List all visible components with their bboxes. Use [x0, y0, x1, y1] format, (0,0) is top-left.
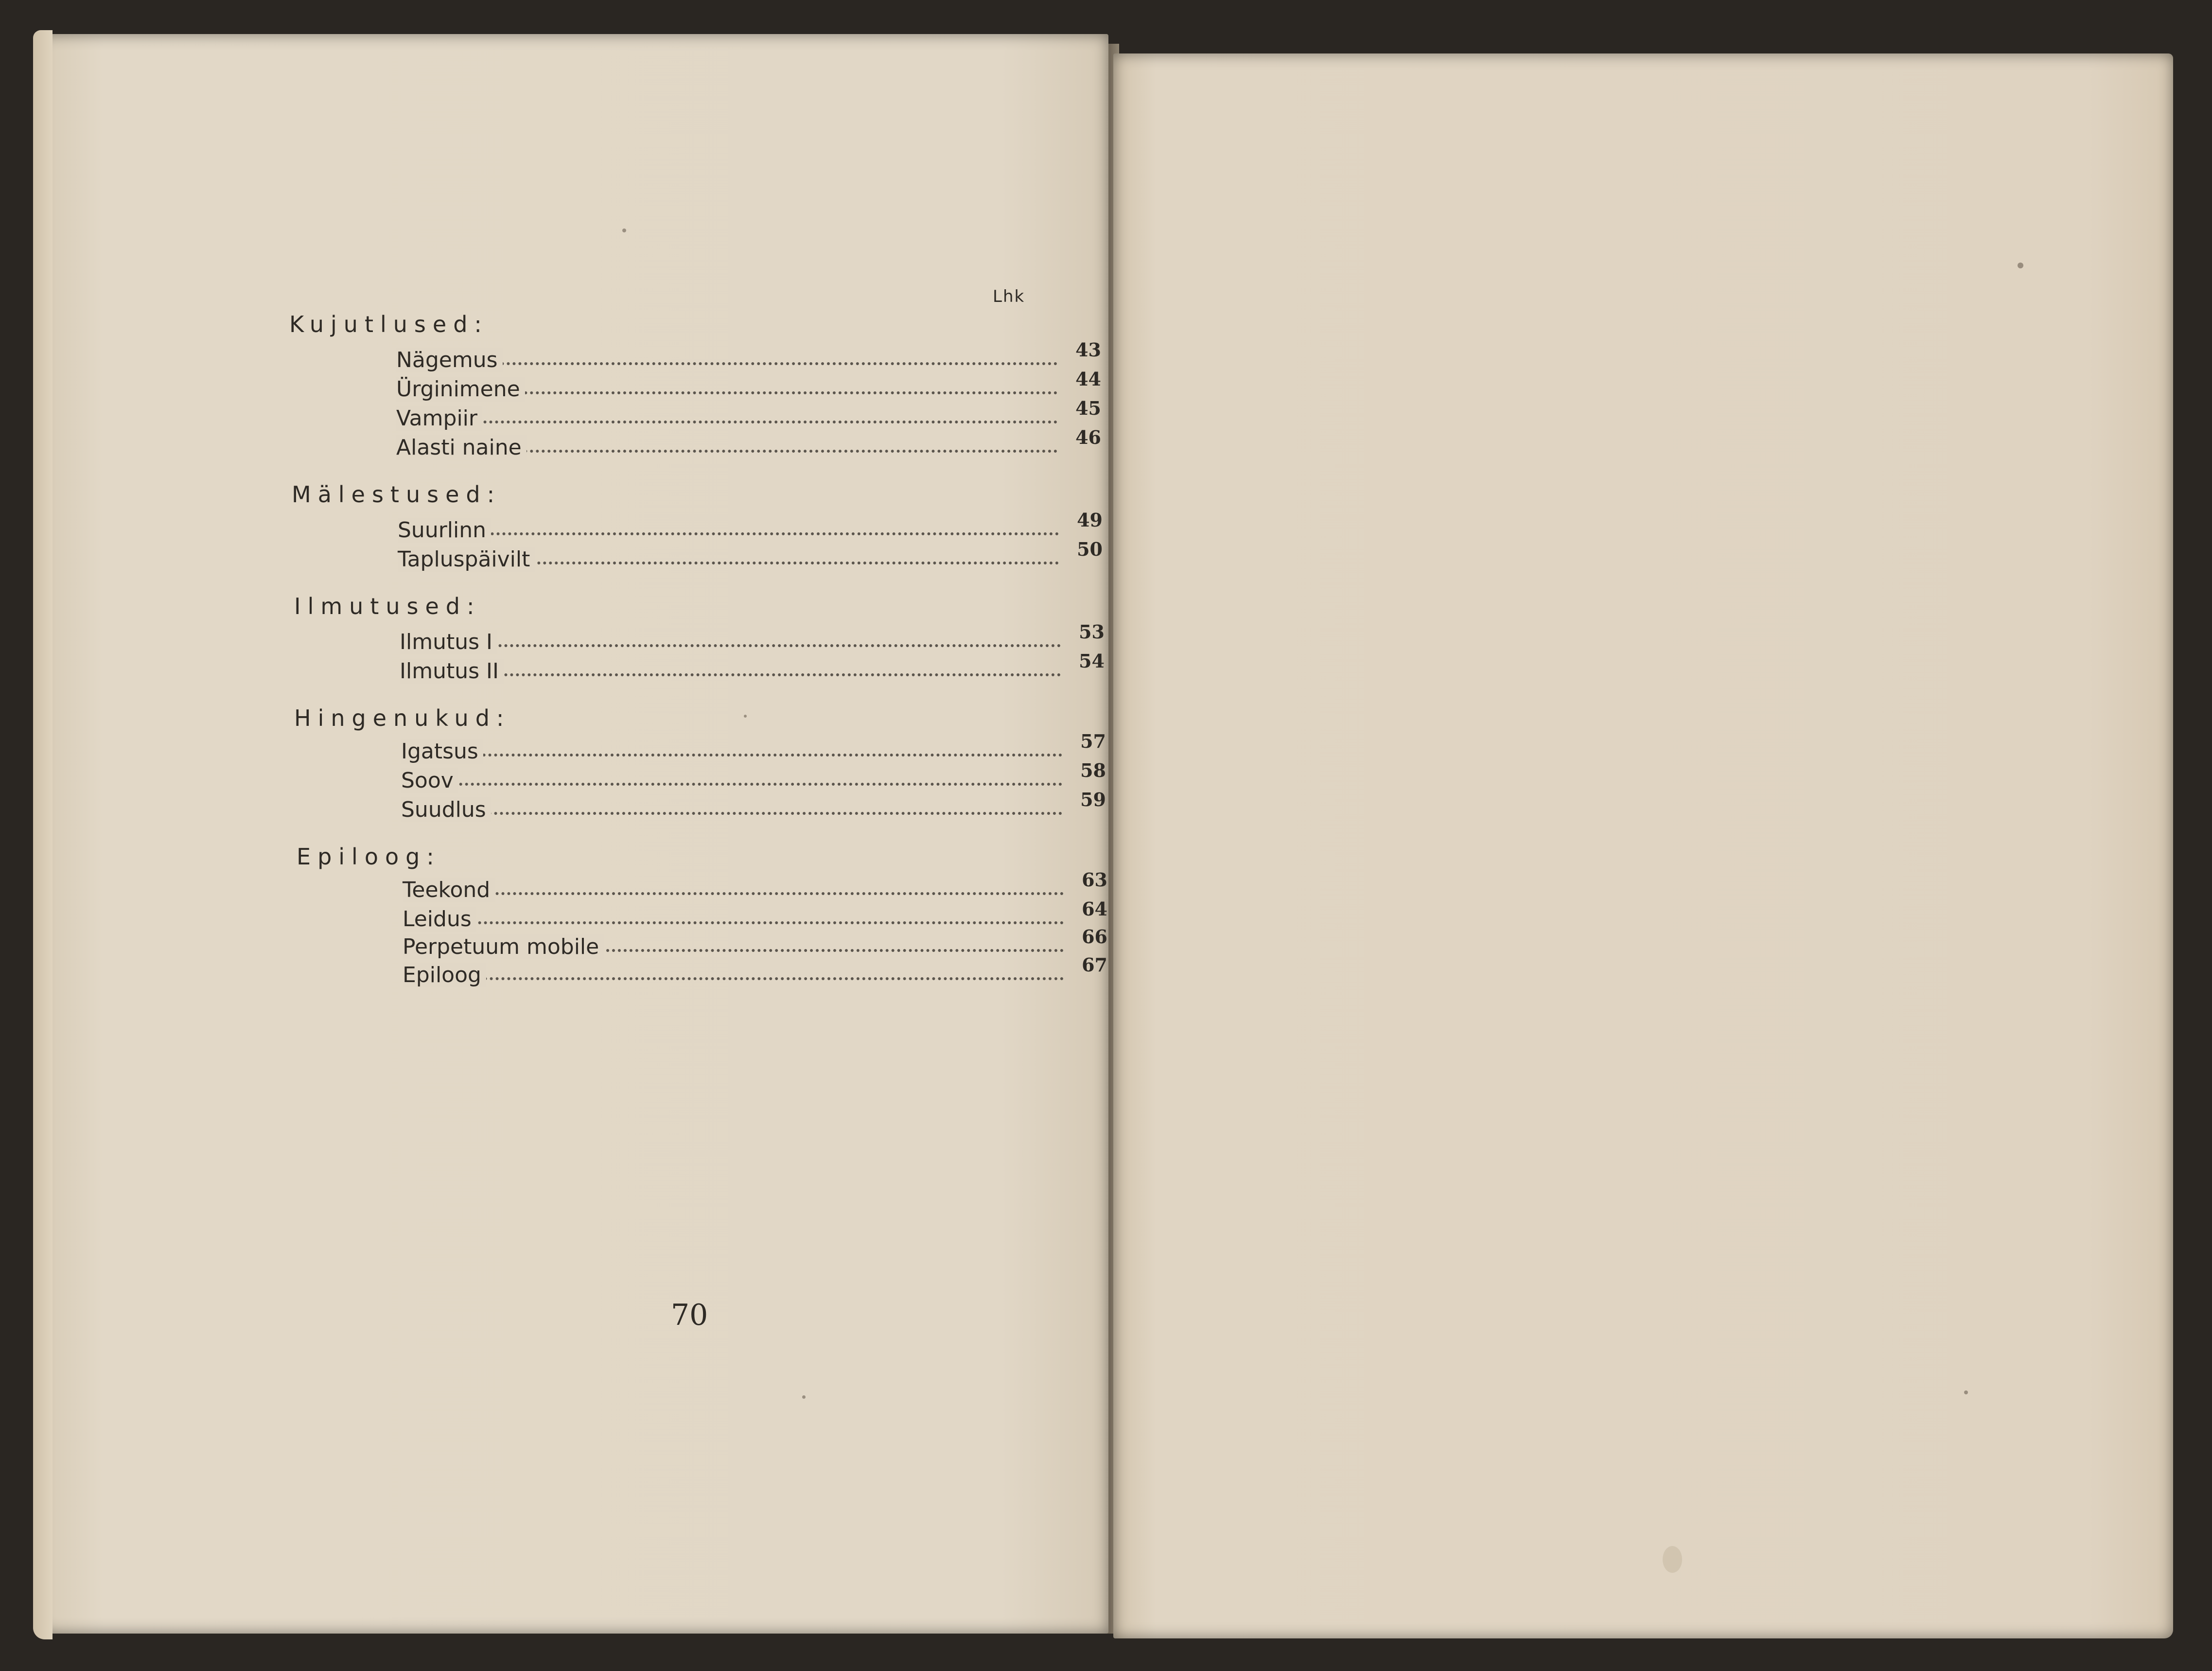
toc-entry — [401, 730, 1106, 768]
toc-entry — [396, 426, 1101, 464]
entry-title: Soov — [401, 768, 458, 793]
entry-page: 67 — [1082, 954, 1107, 976]
entry-page: 58 — [1080, 759, 1106, 781]
paper-stain — [1663, 1546, 1682, 1573]
entry-title: Leidus — [403, 907, 476, 932]
toc-entry — [403, 926, 1107, 964]
leader-dots — [398, 532, 1059, 535]
entry-title: Suurlinn — [398, 518, 491, 543]
paper-speck — [622, 229, 626, 232]
entry-page: 45 — [1075, 397, 1101, 419]
toc-entry — [401, 759, 1106, 797]
entry-title: Teekond — [403, 878, 495, 902]
page-number: 70 — [671, 1298, 708, 1332]
entry-page: 63 — [1082, 869, 1107, 891]
leader-dots — [401, 783, 1062, 786]
toc-entry — [396, 339, 1101, 377]
leader-dots — [403, 892, 1064, 895]
paper-speck — [2018, 263, 2023, 268]
section-heading: Hingenukud: — [294, 705, 511, 731]
paper-speck — [802, 1395, 806, 1399]
toc-entry — [403, 898, 1107, 936]
leader-dots — [403, 921, 1064, 924]
entry-title: Nägemus — [396, 348, 503, 372]
entry-title: Tapluspäivilt — [398, 547, 535, 572]
toc-entry — [398, 509, 1103, 547]
paper-speck — [1964, 1390, 1968, 1394]
entry-page: 49 — [1077, 509, 1103, 531]
leader-dots — [401, 754, 1062, 756]
entry-title: Ürginimene — [396, 377, 525, 402]
leader-dots — [403, 977, 1064, 980]
table-of-contents — [39, 34, 1108, 1634]
leader-dots — [400, 644, 1061, 647]
toc-entry — [398, 538, 1103, 576]
entry-title: Alasti naine — [396, 435, 527, 460]
entry-title: Ilmutus II — [400, 659, 504, 684]
entry-page: 59 — [1080, 789, 1106, 810]
toc-entry — [403, 954, 1107, 992]
paper-speck — [744, 715, 747, 718]
entry-title: Vampiir — [396, 406, 482, 431]
entry-page: 43 — [1075, 339, 1101, 361]
entry-title: Perpetuum mobile — [403, 934, 604, 959]
entry-page: 64 — [1082, 898, 1107, 920]
leader-dots — [401, 812, 1062, 815]
toc-entry — [403, 869, 1107, 907]
entry-page: 53 — [1079, 621, 1105, 643]
toc-entry — [400, 621, 1105, 659]
entry-title: Ilmutus I — [400, 630, 497, 654]
toc-entry — [396, 368, 1101, 406]
section-heading: Ilmutused: — [294, 593, 481, 619]
entry-title: Igatsus — [401, 739, 483, 764]
entry-page: 44 — [1075, 368, 1101, 390]
left-page — [39, 34, 1108, 1634]
entry-title: Suudlus — [401, 797, 491, 822]
toc-entry — [400, 650, 1105, 688]
entry-page: 66 — [1082, 926, 1107, 948]
section-heading: Kujutlused: — [289, 311, 489, 337]
entry-page: 50 — [1077, 538, 1103, 560]
toc-entry — [396, 397, 1101, 435]
section-heading: Mälestused: — [292, 481, 502, 508]
entry-page: 54 — [1079, 650, 1105, 672]
leader-dots — [396, 421, 1057, 423]
toc-entry — [401, 789, 1106, 827]
entry-page: 57 — [1080, 730, 1106, 752]
right-page — [1113, 53, 2173, 1638]
page-column-label: Lhk — [993, 287, 1025, 306]
entry-page: 46 — [1075, 426, 1101, 448]
section-heading: Epiloog: — [297, 844, 441, 870]
entry-title: Epiloog — [403, 963, 486, 987]
